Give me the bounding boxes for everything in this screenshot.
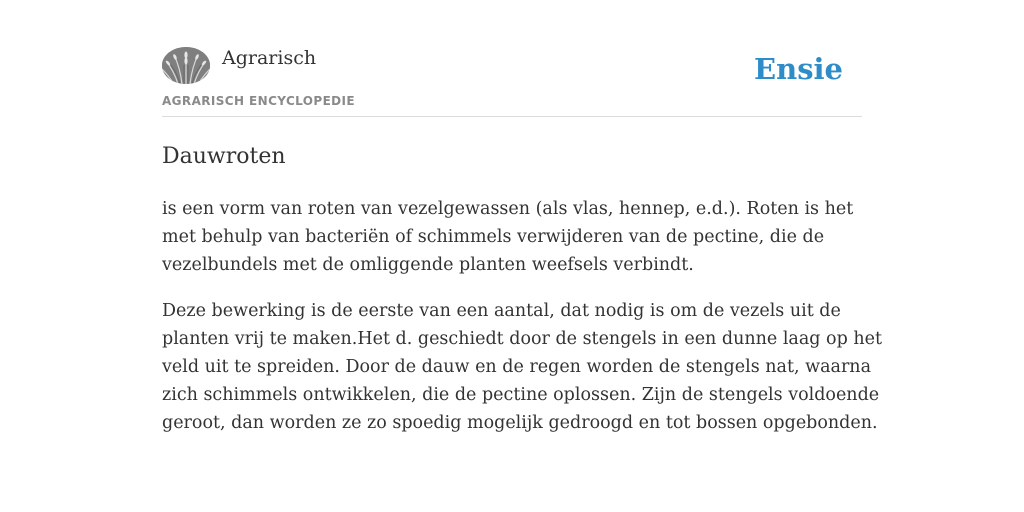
definition-line: met behulp van bacteriën of schimmels verwijderen van de pectine, die de: [162, 227, 825, 247]
content-column: [162, 44, 883, 437]
definition-paragraph: [162, 297, 883, 437]
source-subtitle: AGRARISCH ENCYCLOPEDIE: [162, 94, 355, 108]
definition-line: veld uit te spreiden. Door de dauw en de regen worden de stengels nat, waarna: [162, 357, 872, 377]
term-title: Dauwroten: [162, 144, 286, 169]
wheat-stalks-icon[interactable]: [162, 47, 210, 84]
definition-line: zich schimmels ontwikkelen, die de pectine oplossen. Zijn de stengels voldoende: [162, 385, 880, 405]
header: [162, 44, 862, 117]
definition-line: planten vrij te maken.Het d. geschiedt door de stengels in een dunne laag op het: [162, 329, 883, 349]
definition-paragraph: [162, 195, 862, 279]
definition: [162, 195, 883, 437]
brand-logo[interactable]: Ensie: [754, 52, 843, 86]
source-name[interactable]: Agrarisch: [222, 47, 317, 69]
definition-line: is een vorm van roten van vezelgewassen (als vlas, hennep, e.d.). Roten is het: [162, 199, 854, 219]
definition-line: Deze bewerking is de eerste van een aantal, dat nodig is om de vezels uit de: [162, 301, 841, 321]
definition-line: vezelbundels met de omliggende planten weefsels verbindt.: [162, 255, 694, 275]
definition-line: geroot, dan worden ze zo spoedig mogelijk gedroogd en tot bossen opgebonden.: [162, 413, 878, 433]
